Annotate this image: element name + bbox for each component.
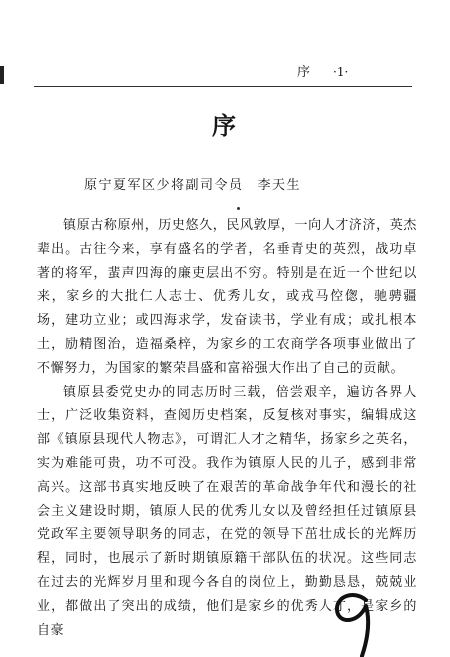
author-title: 原宁夏军区少将副司令员 [84, 178, 244, 193]
body-text [37, 214, 417, 642]
header-rule [34, 86, 412, 87]
page-title: 序 [212, 111, 238, 140]
running-head-text: 序 [297, 65, 312, 80]
byline [84, 174, 414, 193]
running-head [297, 61, 407, 80]
page-number: ·1· [333, 65, 349, 79]
paragraph-1: 镇原古称原州，历史悠久，民风敦厚，一向人才济济，英杰辈出。古往今来，享有盛名的学者，名垂青史的英烈，战功卓著的将军，蜚声四海的廉吏层出不穷。特别是在近一个世纪以来，家乡的大批仁人志士、优秀儿女，或戎马倥偬，驰骋疆场，建功立业；或四海求学，发奋读书，学业有成；或扎根本土，励精图治，造福桑梓，为家乡的工农商学各项事业做出了不懈努力，为国家的繁荣昌盛和富裕强大作出了自己的贡献。 [37, 218, 417, 376]
scan-edge-mark [0, 66, 4, 84]
paragraph-2: 镇原县委党史办的同志历时三载，倍尝艰辛，遍访各界人士，广泛收集资料，查阅历史档案，反复核对事实，编辑成这部《镇原县现代人物志》，可谓汇人才之精华，扬家乡之英名，实为难能可贵，功不可没。我作为镇原人民的儿子，感到非常高兴。这部书真实地反映了在艰苦的革命战争年代和漫长的社会主义建设时期，镇原人民的优秀儿女以及曾经担任过镇原县党政军主要领导职务的同志，在党的领导下茁壮成长的光辉历程，同时，也展示了新时期镇原籍干部队伍的状况。这些同志在过去的光辉岁月里和现今各自的岗位上，勤勤恳恳，兢兢业业，都做出了突出的成绩，他们是家乡的优秀人才，是家乡的自豪 [37, 384, 417, 638]
author-name: 李天生 [257, 178, 302, 193]
handwritten-mark-9 [326, 586, 380, 657]
ink-dot [237, 207, 240, 210]
